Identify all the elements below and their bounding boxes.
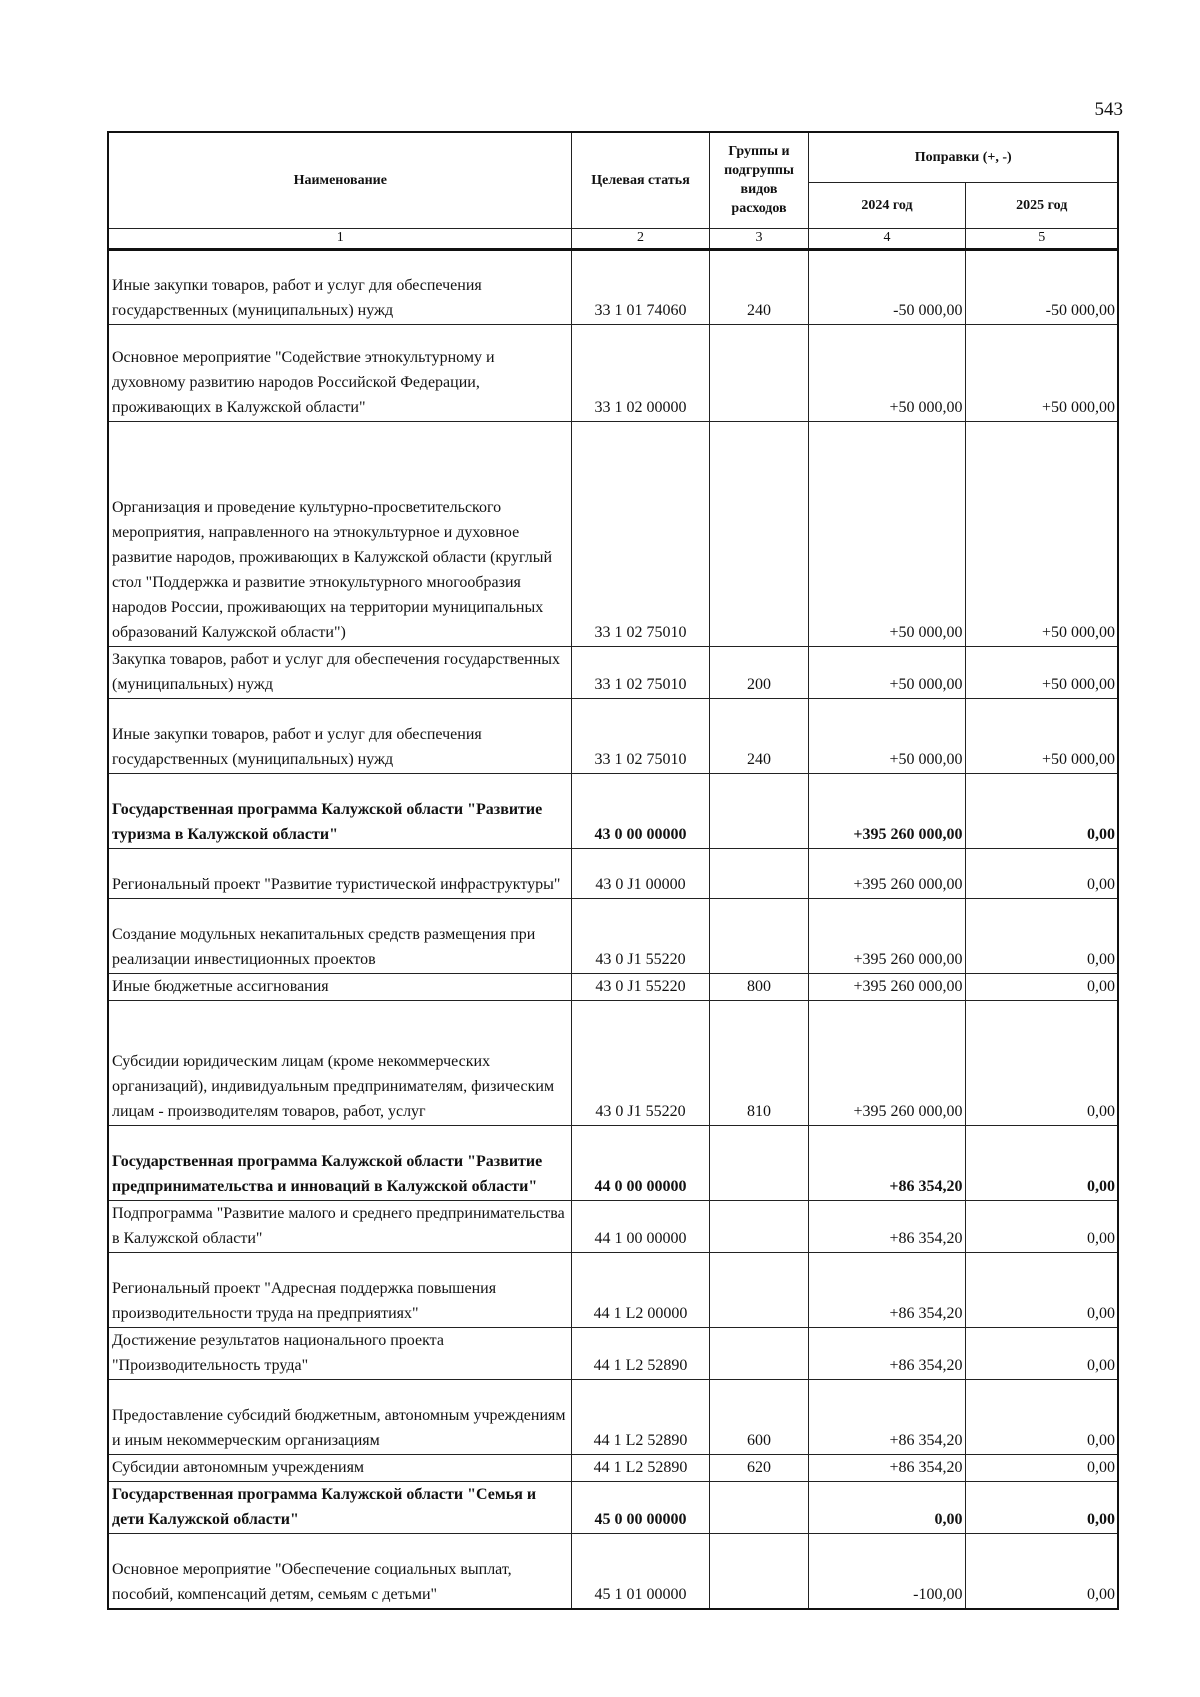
row-name: Основное мероприятие "Обеспечение социальных выплат, пособий, компенсаций детям, семьям с детьми"	[108, 1534, 571, 1609]
row-name: Основное мероприятие "Содействие этнокультурному и духовному развитию народов Российской Федерации, проживающих в Калужской области"	[108, 325, 571, 422]
table-row	[108, 1482, 1118, 1534]
row-name: Достижение результатов национального проекта "Производительность труда"	[108, 1328, 571, 1380]
row-name: Государственная программа Калужской области "Семья и дети Калужской области"	[108, 1482, 571, 1534]
row-expense-group: 810	[709, 1001, 808, 1126]
row-amount-2024: -50 000,00	[808, 250, 965, 325]
column-number-2: 2	[571, 229, 709, 250]
row-target-article: 43 0 J1 55220	[571, 899, 709, 974]
row-name: Иные закупки товаров, работ и услуг для обеспечения государственных (муниципальных) нужд	[108, 250, 571, 325]
row-expense-group	[709, 849, 808, 899]
row-amount-2024: +50 000,00	[808, 325, 965, 422]
row-name: Государственная программа Калужской области "Развитие туризма в Калужской области"	[108, 774, 571, 849]
row-expense-group: 600	[709, 1380, 808, 1455]
row-amount-2024: +50 000,00	[808, 699, 965, 774]
row-amount-2024: +395 260 000,00	[808, 899, 965, 974]
column-number-4: 4	[808, 229, 965, 250]
header-2025: 2025 год	[965, 183, 1118, 229]
row-amount-2025: +50 000,00	[965, 647, 1118, 699]
row-target-article: 43 0 00 00000	[571, 774, 709, 849]
header-expense-groups: Группы и подгруппы видов расходов	[709, 132, 808, 229]
row-amount-2025: 0,00	[965, 899, 1118, 974]
row-expense-group	[709, 325, 808, 422]
column-number-5: 5	[965, 229, 1118, 250]
row-target-article: 44 0 00 00000	[571, 1126, 709, 1201]
row-expense-group: 200	[709, 647, 808, 699]
table-row	[108, 849, 1118, 899]
row-target-article: 33 1 01 74060	[571, 250, 709, 325]
row-amount-2024: +395 260 000,00	[808, 774, 965, 849]
table-row	[108, 1534, 1118, 1609]
table-row	[108, 1455, 1118, 1482]
row-amount-2025: 0,00	[965, 1201, 1118, 1253]
row-expense-group	[709, 1328, 808, 1380]
row-amount-2025: 0,00	[965, 1482, 1118, 1534]
table-row	[108, 325, 1118, 422]
row-name: Подпрограмма "Развитие малого и среднего предпринимательства в Калужской области"	[108, 1201, 571, 1253]
table-row	[108, 699, 1118, 774]
row-target-article: 43 0 J1 55220	[571, 974, 709, 1001]
row-target-article: 45 1 01 00000	[571, 1534, 709, 1609]
row-expense-group	[709, 1126, 808, 1201]
row-expense-group	[709, 422, 808, 647]
row-expense-group	[709, 1482, 808, 1534]
page-number: 543	[1094, 99, 1123, 120]
row-expense-group	[709, 1201, 808, 1253]
row-target-article: 33 1 02 00000	[571, 325, 709, 422]
row-name: Государственная программа Калужской области "Развитие предпринимательства и инноваций в Калужской области"	[108, 1126, 571, 1201]
row-amount-2025: 0,00	[965, 1253, 1118, 1328]
row-target-article: 33 1 02 75010	[571, 647, 709, 699]
table-row	[108, 250, 1118, 325]
row-amount-2025: +50 000,00	[965, 325, 1118, 422]
row-amount-2024: -100,00	[808, 1534, 965, 1609]
header-amendments: Поправки (+, -)	[808, 132, 1118, 183]
table-row	[108, 422, 1118, 647]
row-amount-2024: +86 354,20	[808, 1328, 965, 1380]
header-target-article: Целевая статья	[571, 132, 709, 229]
row-target-article: 44 1 00 00000	[571, 1201, 709, 1253]
row-amount-2024: +50 000,00	[808, 647, 965, 699]
row-amount-2024: +86 354,20	[808, 1455, 965, 1482]
row-target-article: 33 1 02 75010	[571, 422, 709, 647]
row-amount-2025: 0,00	[965, 774, 1118, 849]
row-target-article: 43 0 J1 00000	[571, 849, 709, 899]
row-name: Закупка товаров, работ и услуг для обеспечения государственных (муниципальных) нужд	[108, 647, 571, 699]
table-row	[108, 1201, 1118, 1253]
header-name: Наименование	[108, 132, 571, 229]
row-amount-2024: 0,00	[808, 1482, 965, 1534]
row-name: Региональный проект "Адресная поддержка повышения производительности труда на предприятиях"	[108, 1253, 571, 1328]
table-row	[108, 974, 1118, 1001]
column-number-3: 3	[709, 229, 808, 250]
row-amount-2024: +86 354,20	[808, 1201, 965, 1253]
row-expense-group	[709, 1534, 808, 1609]
row-name: Предоставление субсидий бюджетным, автономным учреждениям и иным некоммерческим организациям	[108, 1380, 571, 1455]
row-expense-group: 240	[709, 699, 808, 774]
row-name: Организация и проведение культурно-просветительского мероприятия, направленного на этнокультурное и духовное развитие народов, проживающих в Калужской области (круглый стол "Поддержка и развитие этнокультурного многообразия народов России, проживающих на территории муниципальных образований Калужской области")	[108, 422, 571, 647]
row-amount-2025: 0,00	[965, 1328, 1118, 1380]
table-row	[108, 1380, 1118, 1455]
table-row	[108, 647, 1118, 699]
row-amount-2025: 0,00	[965, 1455, 1118, 1482]
row-target-article: 43 0 J1 55220	[571, 1001, 709, 1126]
row-amount-2025: 0,00	[965, 849, 1118, 899]
row-name: Создание модульных некапитальных средств размещения при реализации инвестиционных проектов	[108, 899, 571, 974]
row-name: Субсидии автономным учреждениям	[108, 1455, 571, 1482]
row-expense-group	[709, 774, 808, 849]
row-amount-2024: +86 354,20	[808, 1380, 965, 1455]
row-amount-2024: +395 260 000,00	[808, 1001, 965, 1126]
table-row	[108, 1253, 1118, 1328]
row-name: Иные закупки товаров, работ и услуг для обеспечения государственных (муниципальных) нужд	[108, 699, 571, 774]
row-amount-2024: +86 354,20	[808, 1253, 965, 1328]
table-row	[108, 1001, 1118, 1126]
row-amount-2024: +86 354,20	[808, 1126, 965, 1201]
row-name: Региональный проект "Развитие туристической инфраструктуры"	[108, 849, 571, 899]
table-row	[108, 774, 1118, 849]
table-row	[108, 1328, 1118, 1380]
row-amount-2025: 0,00	[965, 1534, 1118, 1609]
header-2024: 2024 год	[808, 183, 965, 229]
row-expense-group	[709, 1253, 808, 1328]
row-amount-2025: +50 000,00	[965, 422, 1118, 647]
row-target-article: 44 1 L2 52890	[571, 1455, 709, 1482]
row-expense-group: 620	[709, 1455, 808, 1482]
row-target-article: 44 1 L2 52890	[571, 1380, 709, 1455]
row-amount-2024: +50 000,00	[808, 422, 965, 647]
row-target-article: 44 1 L2 00000	[571, 1253, 709, 1328]
row-target-article: 44 1 L2 52890	[571, 1328, 709, 1380]
table-row	[108, 1126, 1118, 1201]
row-amount-2025: -50 000,00	[965, 250, 1118, 325]
row-amount-2025: +50 000,00	[965, 699, 1118, 774]
row-target-article: 45 0 00 00000	[571, 1482, 709, 1534]
row-amount-2024: +395 260 000,00	[808, 849, 965, 899]
column-number-1: 1	[108, 229, 571, 250]
row-amount-2025: 0,00	[965, 1001, 1118, 1126]
row-name: Субсидии юридическим лицам (кроме некоммерческих организаций), индивидуальным предпринимателям, физическим лицам - производителям товаров, работ, услуг	[108, 1001, 571, 1126]
row-name: Иные бюджетные ассигнования	[108, 974, 571, 1001]
row-amount-2025: 0,00	[965, 1380, 1118, 1455]
row-expense-group	[709, 899, 808, 974]
row-target-article: 33 1 02 75010	[571, 699, 709, 774]
budget-amendments-table	[107, 131, 1119, 1610]
table-row	[108, 899, 1118, 974]
row-amount-2025: 0,00	[965, 1126, 1118, 1201]
row-amount-2024: +395 260 000,00	[808, 974, 965, 1001]
row-amount-2025: 0,00	[965, 974, 1118, 1001]
row-expense-group: 240	[709, 250, 808, 325]
row-expense-group: 800	[709, 974, 808, 1001]
